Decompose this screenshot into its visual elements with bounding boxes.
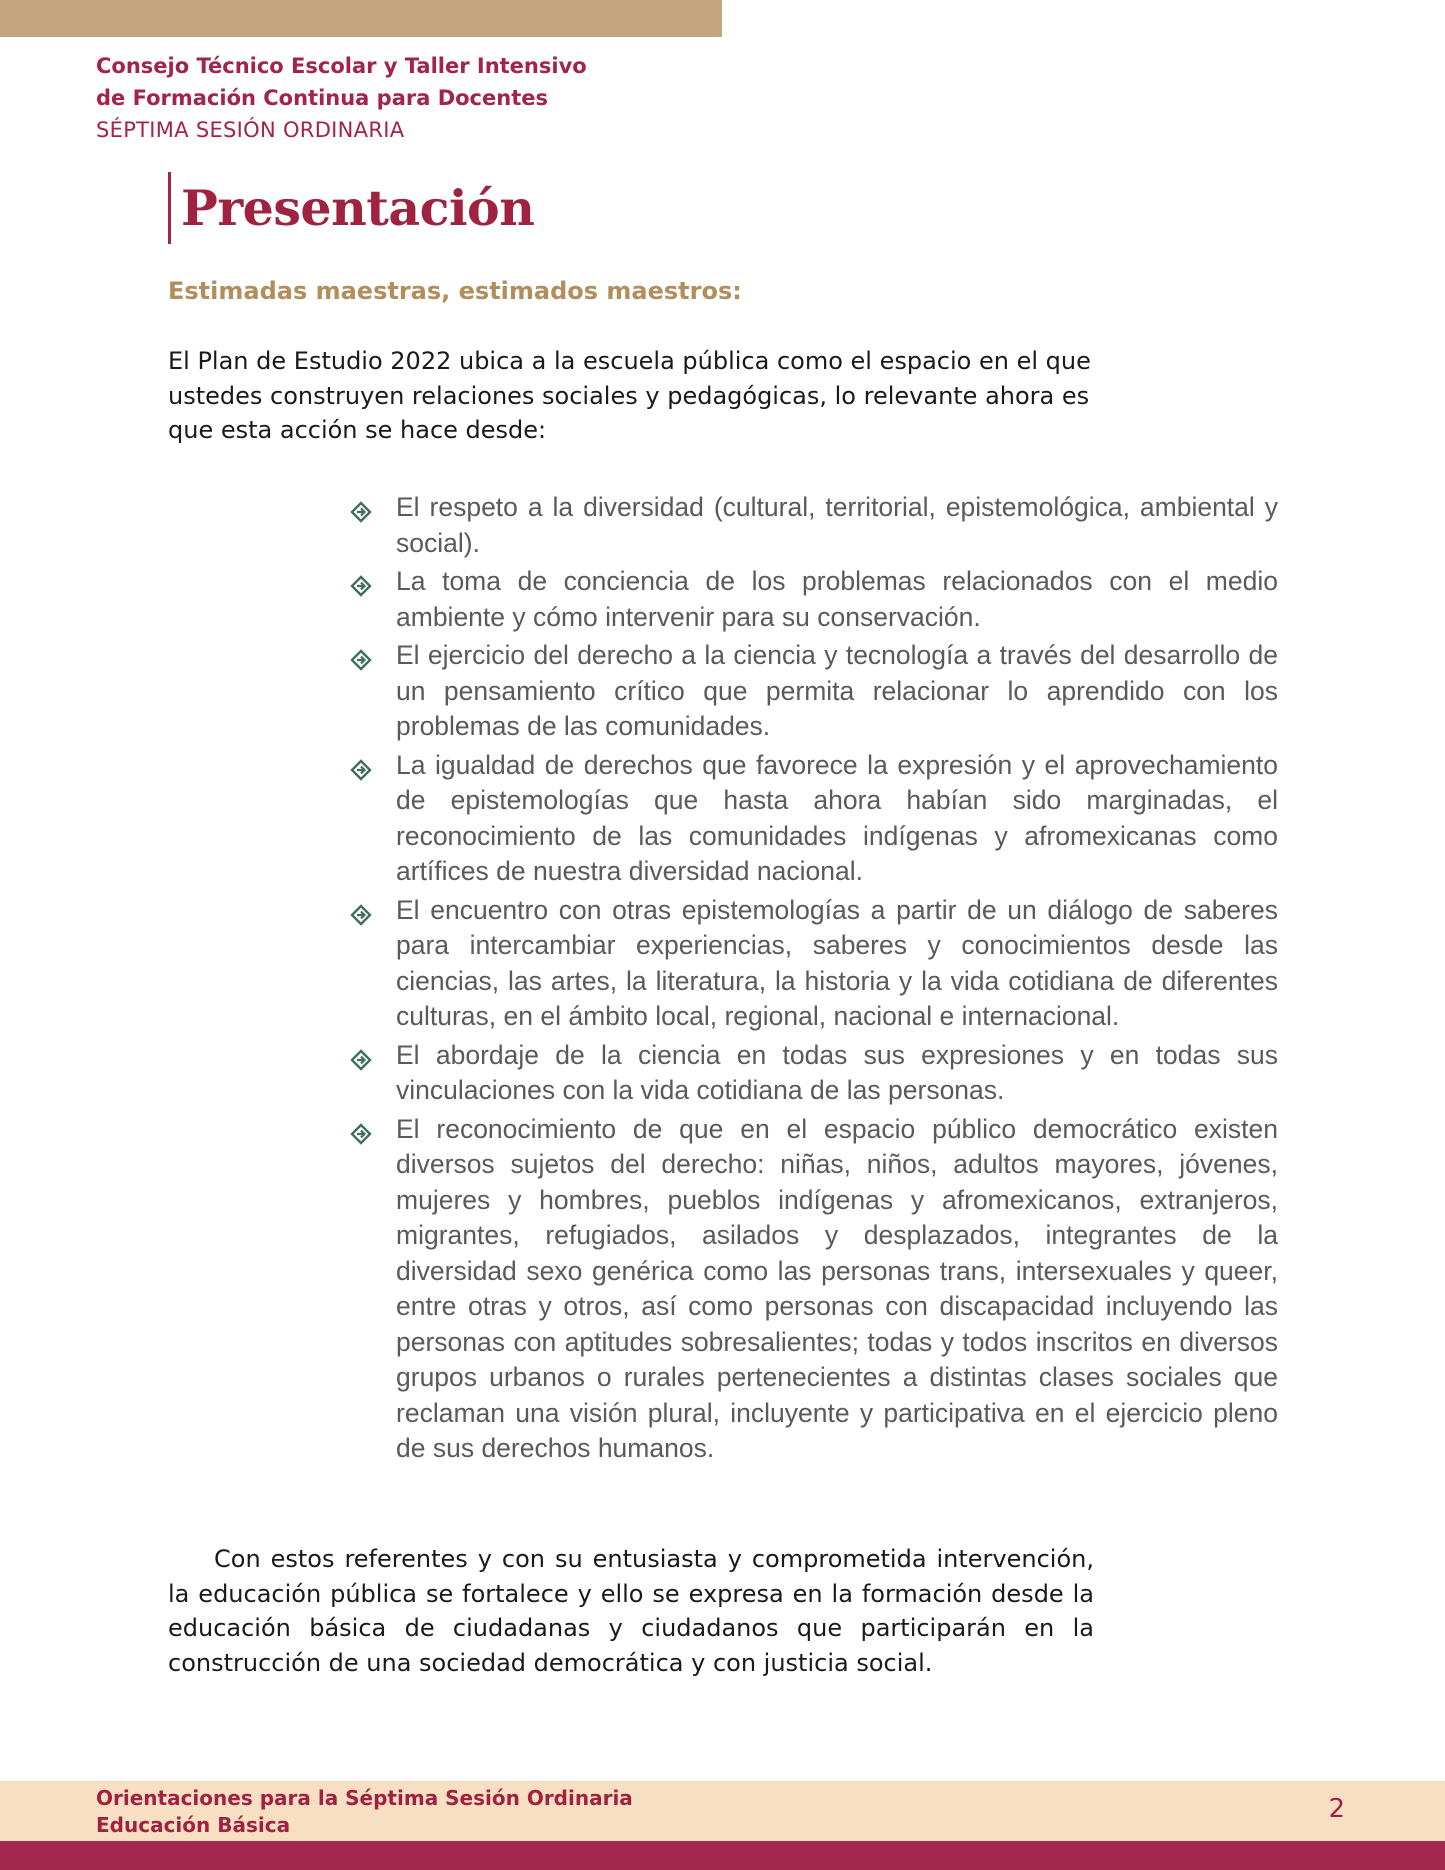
footer-line-2: Educación Básica bbox=[96, 1813, 291, 1837]
bullet-item bbox=[346, 638, 1278, 745]
closing-paragraph: Con estos referentes y con su entusiasta y comprometida intervención, la educación pública se fortalece y ello se expresa en la formación desde la educación básica de ciudadanas y ciudadanos que participarán en la construcción de una sociedad democrática y con justicia social. bbox=[168, 1545, 1094, 1677]
bullet-text: La toma de conciencia de los problemas relacionados con el medio ambiente y cómo intervenir para su conservación. bbox=[396, 566, 1278, 632]
title-block bbox=[168, 172, 534, 244]
bullet-list bbox=[346, 490, 1278, 1470]
top-decorative-bar bbox=[0, 0, 722, 37]
bullet-item bbox=[346, 893, 1278, 1035]
bullet-item bbox=[346, 1112, 1278, 1467]
page-title: Presentación bbox=[181, 179, 535, 237]
bullet-text: El respeto a la diversidad (cultural, territorial, epistemológica, ambiental y social). bbox=[396, 492, 1278, 558]
diamond-arrow-icon bbox=[350, 755, 374, 777]
title-accent-rules bbox=[168, 172, 171, 244]
header-line-1: Consejo Técnico Escolar y Taller Intensivo bbox=[96, 54, 587, 78]
intro-paragraph: El Plan de Estudio 2022 ubica a la escuela pública como el espacio en el que ustedes construyen relaciones sociales y pedagógicas, lo relevante ahora es que esta acción se hace desde: bbox=[168, 347, 1091, 444]
diamond-arrow-icon bbox=[350, 645, 374, 667]
bullet-text: El ejercicio del derecho a la ciencia y tecnología a través del desarrollo de un pensamiento crítico que permita relacionar lo aprendido con los problemas de las comunidades. bbox=[396, 640, 1278, 741]
bullet-item bbox=[346, 748, 1278, 890]
greeting: Estimadas maestras, estimados maestros: bbox=[168, 277, 742, 305]
header-line-2: de Formación Continua para Docentes bbox=[96, 86, 548, 110]
diamond-arrow-icon bbox=[350, 1045, 374, 1067]
session-label: SÉPTIMA SESIÓN ORDINARIA bbox=[96, 118, 405, 142]
page-number: 2 bbox=[1328, 1794, 1345, 1824]
bullet-item bbox=[346, 1038, 1278, 1109]
bullet-text: El abordaje de la ciencia en todas sus expresiones y en todas sus vinculaciones con la vida cotidiana de las personas. bbox=[396, 1039, 1278, 1105]
footer-band bbox=[0, 1781, 1445, 1841]
diamond-arrow-icon bbox=[350, 1119, 374, 1141]
bullet-text: El encuentro con otras epistemologías a partir de un diálogo de saberes para intercambiar experiencias, saberes y conocimientos desde las ciencias, las artes, la literatura, la historia y la vida cotidiana de diferentes culturas, en el ámbito local, regional, nacional e internacional. bbox=[396, 894, 1278, 1031]
bullet-text: La igualdad de derechos que favorece la expresión y el aprovechamiento de epistemologías que hasta ahora habían sido marginadas, el reconocimiento de las comunidades indígenas y afromexicanas como artífices de nuestra diversidad nacional. bbox=[396, 749, 1278, 886]
diamond-arrow-icon bbox=[350, 900, 374, 922]
bullet-item bbox=[346, 564, 1278, 635]
document-header bbox=[96, 50, 587, 146]
footer-line-1: Orientaciones para la Séptima Sesión Ordinaria bbox=[96, 1786, 633, 1810]
bottom-decorative-bar bbox=[0, 1841, 1445, 1870]
bullet-item bbox=[346, 490, 1278, 561]
diamond-arrow-icon bbox=[350, 497, 374, 519]
diamond-arrow-icon bbox=[350, 571, 374, 593]
bullet-text: El reconocimiento de que en el espacio público democrático existen diversos sujetos del derecho: niñas, niños, adultos mayores, jóvenes, mujeres y hombres, pueblos indígenas y afromexicanos, extranjeros, migrantes, refugiados, asilados y desplazados, integrantes de la diversidad sexo genérica como las personas trans, intersexuales y queer, entre otras y otros, así como personas con discapacidad incluyendo las personas con aptitudes sobresalientes; todas y todos inscritos en diversos grupos urbanos o rurales pertenecientes a distintas clases sociales que reclaman una visión plural, incluyente y participativa en el ejercicio pleno de sus derechos humanos. bbox=[396, 1113, 1278, 1463]
